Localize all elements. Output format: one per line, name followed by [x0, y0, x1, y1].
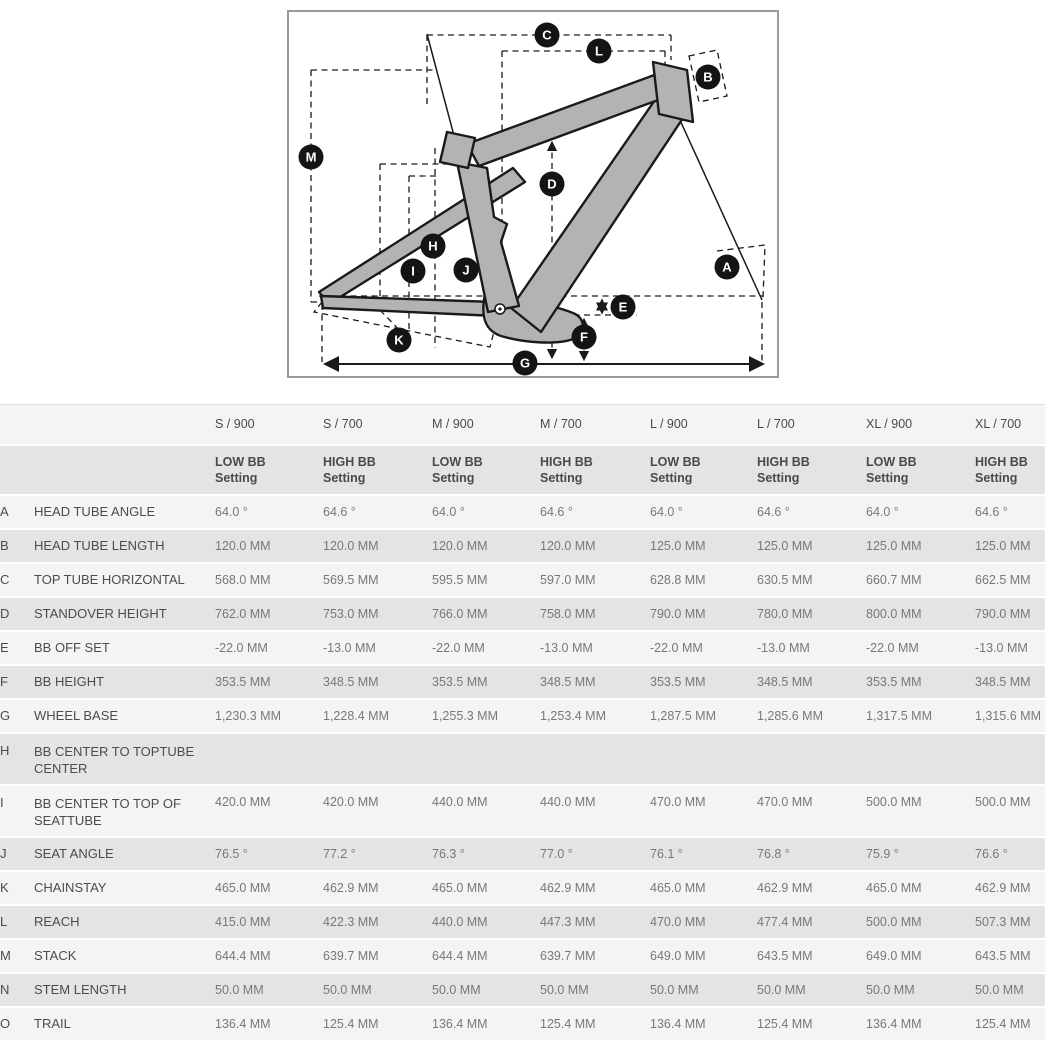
row-label: SEAT ANGLE: [34, 846, 114, 861]
bb-setting-line2: Setting: [215, 470, 258, 485]
value-cell: -22.0 MM: [215, 640, 268, 655]
row-letter: O: [0, 1016, 11, 1031]
bb-setting-header: [432, 445, 540, 495]
value-cell: 1,315.6 MM: [975, 708, 1042, 723]
row-label: CHAINSTAY: [34, 880, 107, 895]
value-cell: 64.6 °: [323, 504, 356, 519]
size-header: L / 700: [757, 417, 795, 432]
row-label: REACH: [34, 914, 80, 929]
value-cell: 628.8 MM: [650, 572, 706, 587]
marker-g-letter: G: [519, 355, 531, 371]
header-spacer: [0, 445, 215, 495]
frame-silhouette: [319, 62, 693, 343]
bb-setting-header: [323, 445, 432, 495]
table-row: [0, 563, 1045, 597]
value-cell: 644.4 MM: [432, 948, 488, 963]
row-label: STACK: [34, 948, 77, 963]
value-cell: 64.6 °: [540, 504, 573, 519]
value-cell: 125.4 MM: [323, 1016, 379, 1031]
value-cell: 348.5 MM: [540, 674, 596, 689]
size-header: S / 900: [215, 417, 255, 432]
value-cell: 64.0 °: [866, 504, 899, 519]
value-cell: 465.0 MM: [866, 880, 922, 895]
value-cell: 64.0 °: [215, 504, 248, 519]
value-cell: 462.9 MM: [540, 880, 596, 895]
value-cell: 64.6 °: [757, 504, 790, 519]
value-cell: -13.0 MM: [975, 640, 1028, 655]
row-letter: N: [0, 982, 10, 997]
table-header: [0, 405, 1045, 495]
value-cell: 76.5 °: [215, 846, 248, 861]
row-label: BB HEIGHT: [34, 674, 105, 689]
value-cell: 50.0 MM: [866, 982, 915, 997]
value-cell: 422.3 MM: [323, 914, 379, 929]
marker-k-letter: K: [394, 332, 404, 348]
bb-setting-line1: LOW BB: [866, 454, 917, 469]
value-cell: 50.0 MM: [757, 982, 806, 997]
table-row: [0, 871, 1045, 905]
row-letter: L: [0, 914, 8, 929]
value-cell: 120.0 MM: [432, 538, 488, 553]
marker-a-letter: A: [722, 259, 732, 275]
value-cell: [866, 733, 975, 785]
value-cell: 753.0 MM: [323, 606, 379, 621]
value-cell: 470.0 MM: [757, 794, 813, 809]
value-cell: -22.0 MM: [866, 640, 919, 655]
value-cell: 120.0 MM: [540, 538, 596, 553]
value-cell: 643.5 MM: [975, 948, 1031, 963]
row-label: HEAD TUBE LENGTH: [34, 538, 165, 553]
bb-setting-line2: Setting: [757, 470, 800, 485]
table-row: [0, 939, 1045, 973]
value-cell: 465.0 MM: [432, 880, 488, 895]
value-cell: [432, 733, 540, 785]
value-cell: 125.0 MM: [757, 538, 813, 553]
value-cell: 76.6 °: [975, 846, 1008, 861]
bb-setting-header: [215, 445, 323, 495]
bb-setting-line2: Setting: [432, 470, 475, 485]
size-header: M / 700: [540, 417, 582, 432]
marker-f-letter: F: [580, 329, 588, 345]
frame-diagram-svg: [289, 12, 777, 376]
row-letter: G: [0, 708, 11, 723]
value-cell: 643.5 MM: [757, 948, 813, 963]
table-row: [0, 973, 1045, 1007]
value-cell: 125.0 MM: [866, 538, 922, 553]
value-cell: 76.8 °: [757, 846, 790, 861]
marker-i-letter: I: [411, 263, 415, 279]
size-header: L / 900: [650, 417, 688, 432]
value-cell: [975, 733, 1045, 785]
size-header: XL / 900: [866, 417, 913, 432]
row-letter: I: [0, 794, 4, 810]
row-letter: M: [0, 948, 11, 963]
row-label: TOP TUBE HORIZONTAL: [34, 572, 185, 587]
value-cell: 75.9 °: [866, 846, 899, 861]
value-cell: 353.5 MM: [866, 674, 922, 689]
value-cell: 353.5 MM: [215, 674, 271, 689]
table-row: [0, 785, 1045, 837]
value-cell: 447.3 MM: [540, 914, 596, 929]
geometry-diagram: [287, 10, 779, 378]
geometry-table: [0, 404, 1045, 1042]
value-cell: 639.7 MM: [540, 948, 596, 963]
value-cell: 125.0 MM: [650, 538, 706, 553]
bb-setting-header: [650, 445, 757, 495]
value-cell: 470.0 MM: [650, 794, 706, 809]
bb-setting-line2: Setting: [975, 470, 1018, 485]
bb-setting-line1: HIGH BB: [323, 454, 376, 469]
row-label: BB CENTER TO TOPTUBE CENTER: [34, 743, 195, 776]
value-cell: 136.4 MM: [215, 1016, 271, 1031]
marker-e-letter: E: [618, 299, 628, 315]
bb-setting-line1: HIGH BB: [975, 454, 1028, 469]
value-cell: 1,287.5 MM: [650, 708, 717, 723]
value-cell: 125.4 MM: [757, 1016, 813, 1031]
value-cell: 420.0 MM: [323, 794, 379, 809]
marker-b-letter: B: [703, 69, 713, 85]
row-label: WHEEL BASE: [34, 708, 119, 723]
bb-setting-header: [540, 445, 650, 495]
value-cell: 569.5 MM: [323, 572, 379, 587]
value-cell: [650, 733, 757, 785]
value-cell: 462.9 MM: [323, 880, 379, 895]
value-cell: 50.0 MM: [432, 982, 481, 997]
value-cell: 766.0 MM: [432, 606, 488, 621]
value-cell: 1,230.3 MM: [215, 708, 282, 723]
value-cell: 1,285.6 MM: [757, 708, 824, 723]
value-cell: 465.0 MM: [650, 880, 706, 895]
value-cell: 50.0 MM: [540, 982, 589, 997]
bb-setting-header-row: [0, 445, 1045, 495]
bb-setting-header: [975, 445, 1045, 495]
value-cell: -13.0 MM: [757, 640, 810, 655]
value-cell: 762.0 MM: [215, 606, 271, 621]
row-label: STANDOVER HEIGHT: [34, 606, 167, 621]
value-cell: -13.0 MM: [540, 640, 593, 655]
value-cell: 462.9 MM: [757, 880, 813, 895]
value-cell: 50.0 MM: [650, 982, 699, 997]
value-cell: 660.7 MM: [866, 572, 922, 587]
value-cell: 465.0 MM: [215, 880, 271, 895]
header-spacer: [0, 405, 215, 445]
table-row: [0, 597, 1045, 631]
value-cell: 758.0 MM: [540, 606, 596, 621]
value-cell: 415.0 MM: [215, 914, 271, 929]
table-row: [0, 529, 1045, 563]
value-cell: 477.4 MM: [757, 914, 813, 929]
value-cell: 348.5 MM: [323, 674, 379, 689]
value-cell: 420.0 MM: [215, 794, 271, 809]
value-cell: 780.0 MM: [757, 606, 813, 621]
row-letter: F: [0, 674, 8, 689]
value-cell: 77.2 °: [323, 846, 356, 861]
size-header: S / 700: [323, 417, 363, 432]
table-row: [0, 631, 1045, 665]
value-cell: [323, 733, 432, 785]
table-row: [0, 665, 1045, 699]
value-cell: 800.0 MM: [866, 606, 922, 621]
bb-setting-line1: LOW BB: [650, 454, 701, 469]
table-row: [0, 1007, 1045, 1041]
table-row: [0, 733, 1045, 785]
value-cell: 500.0 MM: [866, 794, 922, 809]
value-cell: 120.0 MM: [323, 538, 379, 553]
table-row: [0, 905, 1045, 939]
value-cell: 76.1 °: [650, 846, 683, 861]
bb-setting-line1: LOW BB: [215, 454, 266, 469]
value-cell: 1,228.4 MM: [323, 708, 390, 723]
value-cell: 649.0 MM: [866, 948, 922, 963]
value-cell: 136.4 MM: [650, 1016, 706, 1031]
value-cell: 136.4 MM: [866, 1016, 922, 1031]
value-cell: 348.5 MM: [757, 674, 813, 689]
row-letter: A: [0, 504, 9, 519]
value-cell: 348.5 MM: [975, 674, 1031, 689]
size-header: XL / 700: [975, 417, 1022, 432]
value-cell: 790.0 MM: [975, 606, 1031, 621]
value-cell: [757, 733, 866, 785]
value-cell: 64.0 °: [432, 504, 465, 519]
row-letter: E: [0, 640, 9, 655]
value-cell: -13.0 MM: [323, 640, 376, 655]
bb-setting-line2: Setting: [650, 470, 693, 485]
row-label: STEM LENGTH: [34, 982, 127, 997]
bb-setting-line2: Setting: [866, 470, 909, 485]
value-cell: 790.0 MM: [650, 606, 706, 621]
marker-l-letter: L: [595, 43, 603, 59]
bb-setting-line2: Setting: [323, 470, 366, 485]
value-cell: 507.3 MM: [975, 914, 1031, 929]
value-cell: 440.0 MM: [432, 794, 488, 809]
row-letter: J: [0, 846, 7, 861]
bb-setting-header: [757, 445, 866, 495]
chainstay-tube: [321, 296, 496, 316]
row-letter: C: [0, 572, 10, 587]
value-cell: 64.0 °: [650, 504, 683, 519]
value-cell: 136.4 MM: [432, 1016, 488, 1031]
seat-tube-stub: [440, 132, 475, 168]
value-cell: 630.5 MM: [757, 572, 813, 587]
value-cell: 595.5 MM: [432, 572, 488, 587]
value-cell: 649.0 MM: [650, 948, 706, 963]
value-cell: 120.0 MM: [215, 538, 271, 553]
row-label: TRAIL: [34, 1016, 71, 1031]
value-cell: 440.0 MM: [432, 914, 488, 929]
value-cell: [540, 733, 650, 785]
row-label: BB OFF SET: [34, 640, 110, 655]
value-cell: 1,255.3 MM: [432, 708, 499, 723]
row-label: BB CENTER TO TOP OF SEATTUBE: [34, 795, 181, 828]
value-cell: 500.0 MM: [866, 914, 922, 929]
bb-center-dot: [498, 307, 501, 310]
value-cell: 1,253.4 MM: [540, 708, 607, 723]
size-header-row: [0, 405, 1045, 445]
value-cell: 353.5 MM: [432, 674, 488, 689]
bb-setting-line2: Setting: [540, 470, 583, 485]
table-row: [0, 837, 1045, 871]
row-letter: D: [0, 606, 10, 621]
marker-j-letter: J: [462, 262, 470, 278]
marker-h-letter: H: [428, 238, 438, 254]
value-cell: -22.0 MM: [650, 640, 703, 655]
table-row: [0, 495, 1045, 529]
value-cell: 77.0 °: [540, 846, 573, 861]
size-header: M / 900: [432, 417, 474, 432]
value-cell: 662.5 MM: [975, 572, 1031, 587]
value-cell: -22.0 MM: [432, 640, 485, 655]
marker-m-letter: M: [305, 149, 317, 165]
row-label: HEAD TUBE ANGLE: [34, 504, 156, 519]
value-cell: 462.9 MM: [975, 880, 1031, 895]
bb-setting-line1: HIGH BB: [540, 454, 593, 469]
value-cell: 644.4 MM: [215, 948, 271, 963]
value-cell: 500.0 MM: [975, 794, 1031, 809]
bb-setting-header: [866, 445, 975, 495]
value-cell: 125.0 MM: [975, 538, 1031, 553]
row-letter: B: [0, 538, 9, 553]
value-cell: 50.0 MM: [215, 982, 264, 997]
value-cell: 597.0 MM: [540, 572, 596, 587]
row-letter: K: [0, 880, 9, 895]
bb-setting-line1: HIGH BB: [757, 454, 810, 469]
head-tube: [653, 62, 693, 122]
value-cell: 639.7 MM: [323, 948, 379, 963]
value-cell: 64.6 °: [975, 504, 1008, 519]
value-cell: 1,317.5 MM: [866, 708, 933, 723]
table-row: [0, 699, 1045, 733]
value-cell: [215, 733, 323, 785]
value-cell: 568.0 MM: [215, 572, 271, 587]
bb-setting-line1: LOW BB: [432, 454, 483, 469]
value-cell: 125.4 MM: [975, 1016, 1031, 1031]
table-body: [0, 495, 1045, 1041]
marker-d-letter: D: [547, 176, 557, 192]
marker-c-letter: C: [542, 27, 552, 43]
value-cell: 470.0 MM: [650, 914, 706, 929]
row-letter: H: [0, 742, 10, 758]
value-cell: 50.0 MM: [323, 982, 372, 997]
value-cell: 353.5 MM: [650, 674, 706, 689]
value-cell: 50.0 MM: [975, 982, 1024, 997]
value-cell: 125.4 MM: [540, 1016, 596, 1031]
value-cell: 440.0 MM: [540, 794, 596, 809]
value-cell: 76.3 °: [432, 846, 465, 861]
